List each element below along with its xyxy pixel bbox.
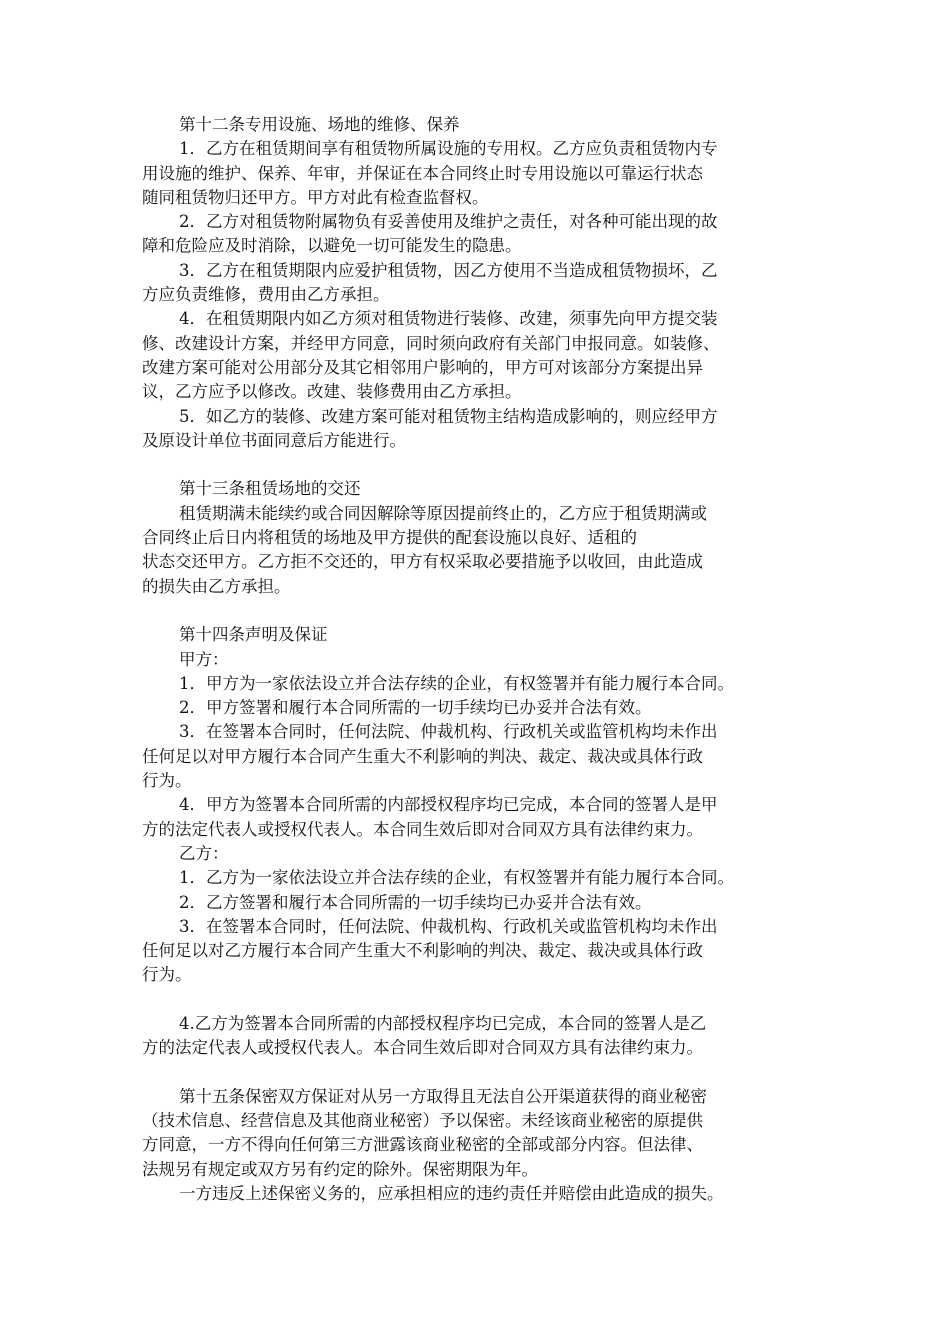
- text-line: 方应负责维修，费用由乙方承担。: [142, 285, 390, 305]
- text-line: 租赁期满未能续约或合同因解除等原因提前终止的，乙方应于租赁期满或: [179, 503, 707, 523]
- text-line: 法规另有规定或双方另有约定的除外。保密期限为年。: [142, 1159, 538, 1179]
- text-line: 方的法定代表人或授权代表人。本合同生效后即对合同双方具有法律约束力。: [142, 1038, 703, 1058]
- article-12-clause-1: [142, 137, 822, 210]
- party-b-label: 乙方：: [179, 843, 229, 863]
- text-line: （技术信息、经营信息及其他商业秘密）予以保密。未经该商业秘密的原提供: [142, 1111, 703, 1131]
- article-12-clause-4: [142, 307, 822, 404]
- party-b-clause-2: 2．乙方签署和履行本合同所需的一切手续均已办妥并合法有效。: [179, 892, 652, 912]
- text-line: 行为。: [142, 771, 192, 791]
- text-line: 任何足以对甲方履行本合同产生重大不利影响的判决、裁定、裁决或具体行政: [142, 746, 703, 766]
- text-line: 障和危险应及时消除，以避免一切可能发生的隐患。: [142, 236, 522, 256]
- article-15-breach-clause: 一方违反上述保密义务的，应承担相应的违约责任并赔偿由此造成的损失。: [179, 1184, 724, 1204]
- paragraph-gap: [142, 1061, 822, 1085]
- text-line: 4.乙方为签署本合同所需的内部授权程序均已完成，本合同的签署人是乙: [179, 1013, 707, 1033]
- paragraph-gap: [142, 599, 822, 623]
- party-a-clause-1: 1．甲方为一家依法设立并合法存续的企业，有权签署并有能力履行本合同。: [179, 673, 734, 693]
- party-a-clause-4: [142, 793, 822, 842]
- text-line: 4．甲方为签署本合同所需的内部授权程序均已完成，本合同的签署人是甲: [179, 795, 718, 815]
- text-line: 第十五条保密双方保证对从另一方取得且无法自公开渠道获得的商业秘密: [179, 1086, 707, 1106]
- party-a-clause-3: [142, 720, 822, 793]
- party-a-label: 甲方：: [179, 649, 229, 669]
- text-line: 议，乙方应予以修改。改建、装修费用由乙方承担。: [142, 382, 522, 402]
- document-page: [142, 113, 822, 1206]
- text-line: 3．乙方在租赁期限内应爱护租赁物，因乙方使用不当造成租赁物损坏，乙: [179, 260, 718, 280]
- text-line: 状态交还甲方。乙方拒不交还的，甲方有权采取必要措施予以收回，由此造成: [142, 552, 703, 572]
- text-line: 任何足以对乙方履行本合同产生重大不利影响的判决、裁定、裁决或具体行政: [142, 941, 703, 961]
- text-line: 2．乙方对租赁物附属物负有妥善使用及维护之责任，对各种可能出现的故: [179, 212, 718, 232]
- text-line: 5．如乙方的装修、改建方案可能对租赁物主结构造成影响的，则应经甲方: [179, 406, 718, 426]
- article-15-confidentiality: [142, 1085, 822, 1182]
- article-14-title: 第十四条声明及保证: [179, 625, 328, 645]
- article-12-title: 第十二条专用设施、场地的维修、保养: [179, 115, 460, 134]
- text-line: 随同租赁物归还甲方。甲方对此有检查监督权。: [142, 187, 489, 207]
- text-line: 3．在签署本合同时，任何法院、仲裁机构、行政机关或监管机构均未作出: [179, 916, 718, 936]
- text-line: 3．在签署本合同时，任何法院、仲裁机构、行政机关或监管机构均未作出: [179, 722, 718, 742]
- text-line: 4．在租赁期限内如乙方须对租赁物进行装修、改建，须事先向甲方提交装: [179, 309, 718, 329]
- article-13-body: [142, 502, 822, 599]
- text-line: 1．乙方在租赁期间享有租赁物所属设施的专用权。乙方应负责租赁物内专: [179, 139, 718, 159]
- article-12-clause-5: [142, 405, 822, 454]
- article-13-title: 第十三条租赁场地的交还: [179, 479, 361, 499]
- paragraph-gap: [142, 988, 822, 1012]
- text-line: 行为。: [142, 965, 192, 985]
- text-line: 方的法定代表人或授权代表人。本合同生效后即对合同双方具有法律约束力。: [142, 819, 703, 839]
- paragraph-gap: [142, 453, 822, 477]
- article-12-clause-3: [142, 259, 822, 308]
- text-line: 合同终止后日内将租赁的场地及甲方提供的配套设施以良好、适租的: [142, 528, 637, 548]
- text-line: 改建方案可能对公用部分及其它相邻用户影响的，甲方可对该部分方案提出异: [142, 357, 703, 377]
- text-line: 修、改建设计方案，并经甲方同意，同时须向政府有关部门申报同意。如装修、: [142, 333, 720, 353]
- text-line: 用设施的维护、保养、年审，并保证在本合同终止时专用设施以可靠运行状态: [142, 163, 703, 183]
- text-line: 及原设计单位书面同意后方能进行。: [142, 430, 406, 450]
- party-b-clause-3: [142, 915, 822, 988]
- party-a-clause-2: 2．甲方签署和履行本合同所需的一切手续均已办妥并合法有效。: [179, 698, 652, 718]
- text-line: 的损失由乙方承担。: [142, 576, 291, 596]
- party-b-clause-1: 1．乙方为一家依法设立并合法存续的企业，有权签署并有能力履行本合同。: [179, 868, 734, 888]
- party-b-clause-4: [142, 1012, 822, 1061]
- text-line: 方同意，一方不得向任何第三方泄露该商业秘密的全部或部分内容。但法律、: [142, 1135, 703, 1155]
- article-12-clause-2: [142, 210, 822, 259]
